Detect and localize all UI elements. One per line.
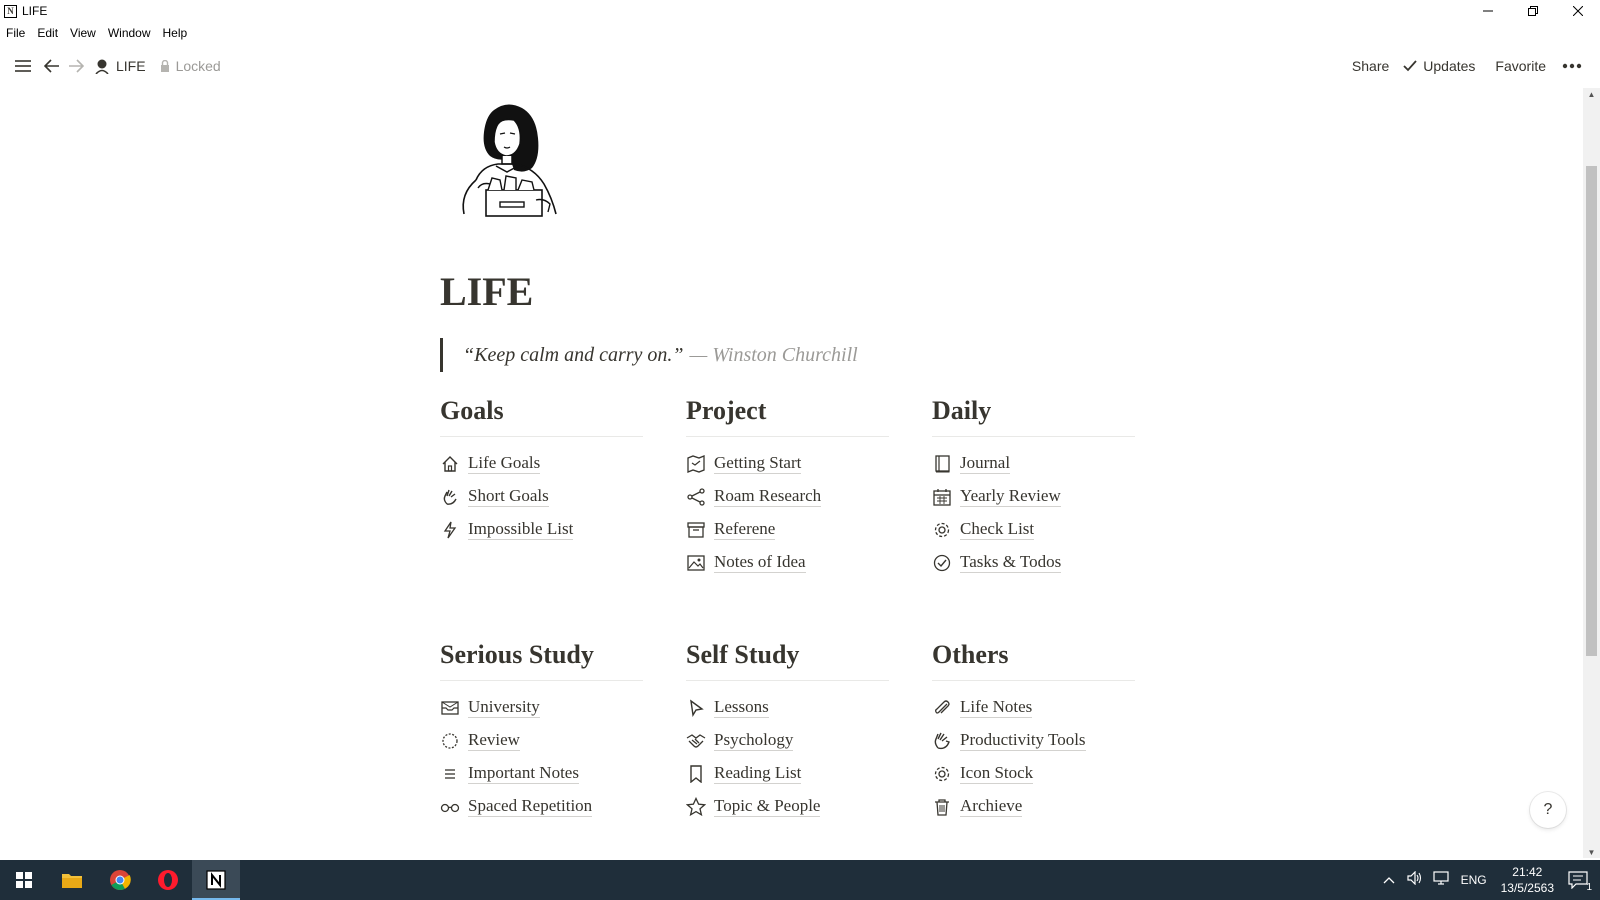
page-link-label: Important Notes [468,763,579,782]
page-link-label: Psychology [714,730,794,749]
forward-arrow-icon[interactable] [68,59,84,73]
page-link-label: Notes of Idea [714,552,806,571]
minimize-button[interactable] [1465,0,1510,22]
chrome-icon [109,869,131,891]
page-link-review[interactable] [440,724,643,757]
close-icon [1573,6,1583,16]
page-link-getting-start[interactable] [686,447,889,480]
inbox-icon [440,698,460,718]
page-link-label: Archieve [960,796,1023,815]
page-link-impossible-list[interactable] [440,513,643,546]
page-link-label: Lessons [714,697,769,716]
page-link-spaced-repetition[interactable] [440,790,643,823]
page-link-label: Check List [960,519,1035,538]
help-button[interactable]: ? [1530,792,1566,828]
page-link-label: Topic & People [714,796,821,815]
page-quote [440,338,858,372]
notion-icon [206,870,226,890]
section-daily [932,396,1135,579]
page-link-label: Spaced Repetition [468,796,593,815]
start-button[interactable] [0,860,48,900]
menu-view[interactable]: View [70,26,96,40]
locked-indicator[interactable] [160,58,221,74]
star-icon [686,797,706,817]
page-link-label: Reading List [714,763,802,782]
section-heading: Others [932,640,1135,681]
share-nodes-icon [686,487,706,507]
menu-edit[interactable]: Edit [37,26,59,40]
gear-icon [932,520,952,540]
breadcrumb[interactable]: LIFE [116,58,146,74]
page-link-university[interactable] [440,691,643,724]
scrollbar-thumb[interactable] [1586,166,1597,656]
calendar-icon [932,487,952,507]
window-controls [1465,0,1600,22]
page-link-archieve[interactable] [932,790,1135,823]
page-link-label: Life Goals [468,453,541,472]
section-project [686,396,889,579]
network-icon[interactable] [1433,871,1449,890]
hand-icon [440,487,460,507]
picture-icon [686,553,706,573]
page-link-journal[interactable] [932,447,1135,480]
chevron-up-icon[interactable] [1383,871,1395,889]
page-link-roam-research[interactable] [686,480,889,513]
checkmark-icon [1403,60,1417,72]
handshake-icon [686,731,706,751]
menu-bar [0,22,199,44]
house-icon [440,454,460,474]
volume-icon[interactable] [1407,871,1423,890]
updates-button[interactable] [1403,58,1475,74]
section-others [932,640,1135,823]
minimize-icon [1483,6,1493,16]
section-self-study [686,640,889,823]
page-topbar [0,52,1600,80]
quote-text: “Keep calm and carry on.” [463,343,684,366]
page-link-reading-list[interactable] [686,757,889,790]
page-link-short-goals[interactable] [440,480,643,513]
restore-button[interactable] [1510,0,1555,22]
trash-icon [932,797,952,817]
page-link-life-notes[interactable] [932,691,1135,724]
check-circle-icon [932,553,952,573]
glasses-icon [440,797,460,817]
share-button[interactable]: Share [1351,58,1390,74]
page-link-life-goals[interactable] [440,447,643,480]
map-icon [686,454,706,474]
quote-author: — Winston Churchill [689,343,858,366]
section-goals [440,396,643,546]
taskbar-file-explorer[interactable] [48,860,96,900]
notification-count: 1 [1586,882,1592,893]
page-link-lessons[interactable] [686,691,889,724]
system-tray [1383,860,1600,900]
page-link-yearly-review[interactable] [932,480,1135,513]
windows-taskbar [0,860,1600,900]
taskbar-chrome[interactable] [96,860,144,900]
clock-date: 13/5/2563 [1500,881,1554,895]
section-heading: Daily [932,396,1135,437]
sidebar-toggle-icon[interactable] [14,59,32,73]
list-icon [440,764,460,784]
updates-label: Updates [1423,58,1476,74]
more-options-icon[interactable] [1562,63,1582,69]
file-explorer-icon [61,871,83,889]
page-link-label: Referene [714,519,776,538]
page-link-label: University [468,697,540,716]
notification-icon [1568,871,1588,889]
bookmark-icon [686,764,706,784]
menu-help[interactable]: Help [162,26,188,40]
page-scrollbar[interactable] [1583,88,1600,858]
favorite-button[interactable]: Favorite [1495,58,1546,74]
page-link-label: Productivity Tools [960,730,1086,749]
paperclip-icon [932,698,952,718]
page-link-label: Short Goals [468,486,549,505]
menu-file[interactable]: File [6,26,26,40]
taskbar-clock[interactable] [1501,864,1554,896]
page-link-psychology[interactable] [686,724,889,757]
hand-wave-icon [932,731,952,751]
page-link-notes-of-idea[interactable] [686,546,889,579]
lock-icon [160,60,170,72]
page-link-productivity-tools[interactable] [932,724,1135,757]
page-link-check-list[interactable] [932,513,1135,546]
page-link-label: Roam Research [714,486,822,505]
bolt-icon [440,520,460,540]
page-link-label: Impossible List [468,519,574,538]
page-link-tasks-todos[interactable] [932,546,1135,579]
page-link-topic-people[interactable] [686,790,889,823]
back-arrow-icon[interactable] [44,59,60,73]
language-indicator[interactable]: ENG [1460,873,1487,887]
gear-icon [932,764,952,784]
page-link-icon-stock[interactable] [932,757,1135,790]
scroll-down-arrow-icon[interactable]: ▼ [1587,847,1596,857]
close-window-button[interactable] [1555,0,1600,22]
notion-logo-icon: N [4,5,17,18]
restore-icon [1528,6,1538,16]
section-heading: Project [686,396,889,437]
page-link-label: Review [468,730,520,749]
section-heading: Self Study [686,640,889,681]
page-avatar-icon [94,58,110,74]
page-title: LIFE [440,269,534,314]
page-link-referene[interactable] [686,513,889,546]
start-icon [16,872,32,888]
book-icon [932,454,952,474]
opera-icon [157,869,179,891]
clock-time: 21:42 [1512,865,1543,879]
page-link-label: Life Notes [960,697,1033,716]
page-link-important-notes[interactable] [440,757,643,790]
taskbar-opera[interactable] [144,860,192,900]
menu-window[interactable]: Window [107,26,151,40]
page-link-label: Icon Stock [960,763,1034,782]
topbar-actions [1352,52,1582,80]
section-heading: Serious Study [440,640,643,681]
taskbar-notion[interactable] [192,860,240,900]
page-link-label: Getting Start [714,453,802,472]
refresh-icon [440,731,460,751]
notification-center-button[interactable] [1568,871,1592,893]
section-heading: Goals [440,396,643,437]
scroll-up-arrow-icon[interactable]: ▲ [1587,89,1596,99]
page-link-label: Yearly Review [960,486,1061,505]
window-title: LIFE [22,4,48,18]
page-link-label: Journal [960,453,1011,472]
section-serious-study [440,640,643,823]
locked-label: Locked [175,58,221,74]
page-icon-illustration[interactable] [452,100,562,218]
window-titlebar [0,0,1600,22]
cursor-icon [686,698,706,718]
archive-box-icon [686,520,706,540]
page-link-label: Tasks & Todos [960,552,1062,571]
